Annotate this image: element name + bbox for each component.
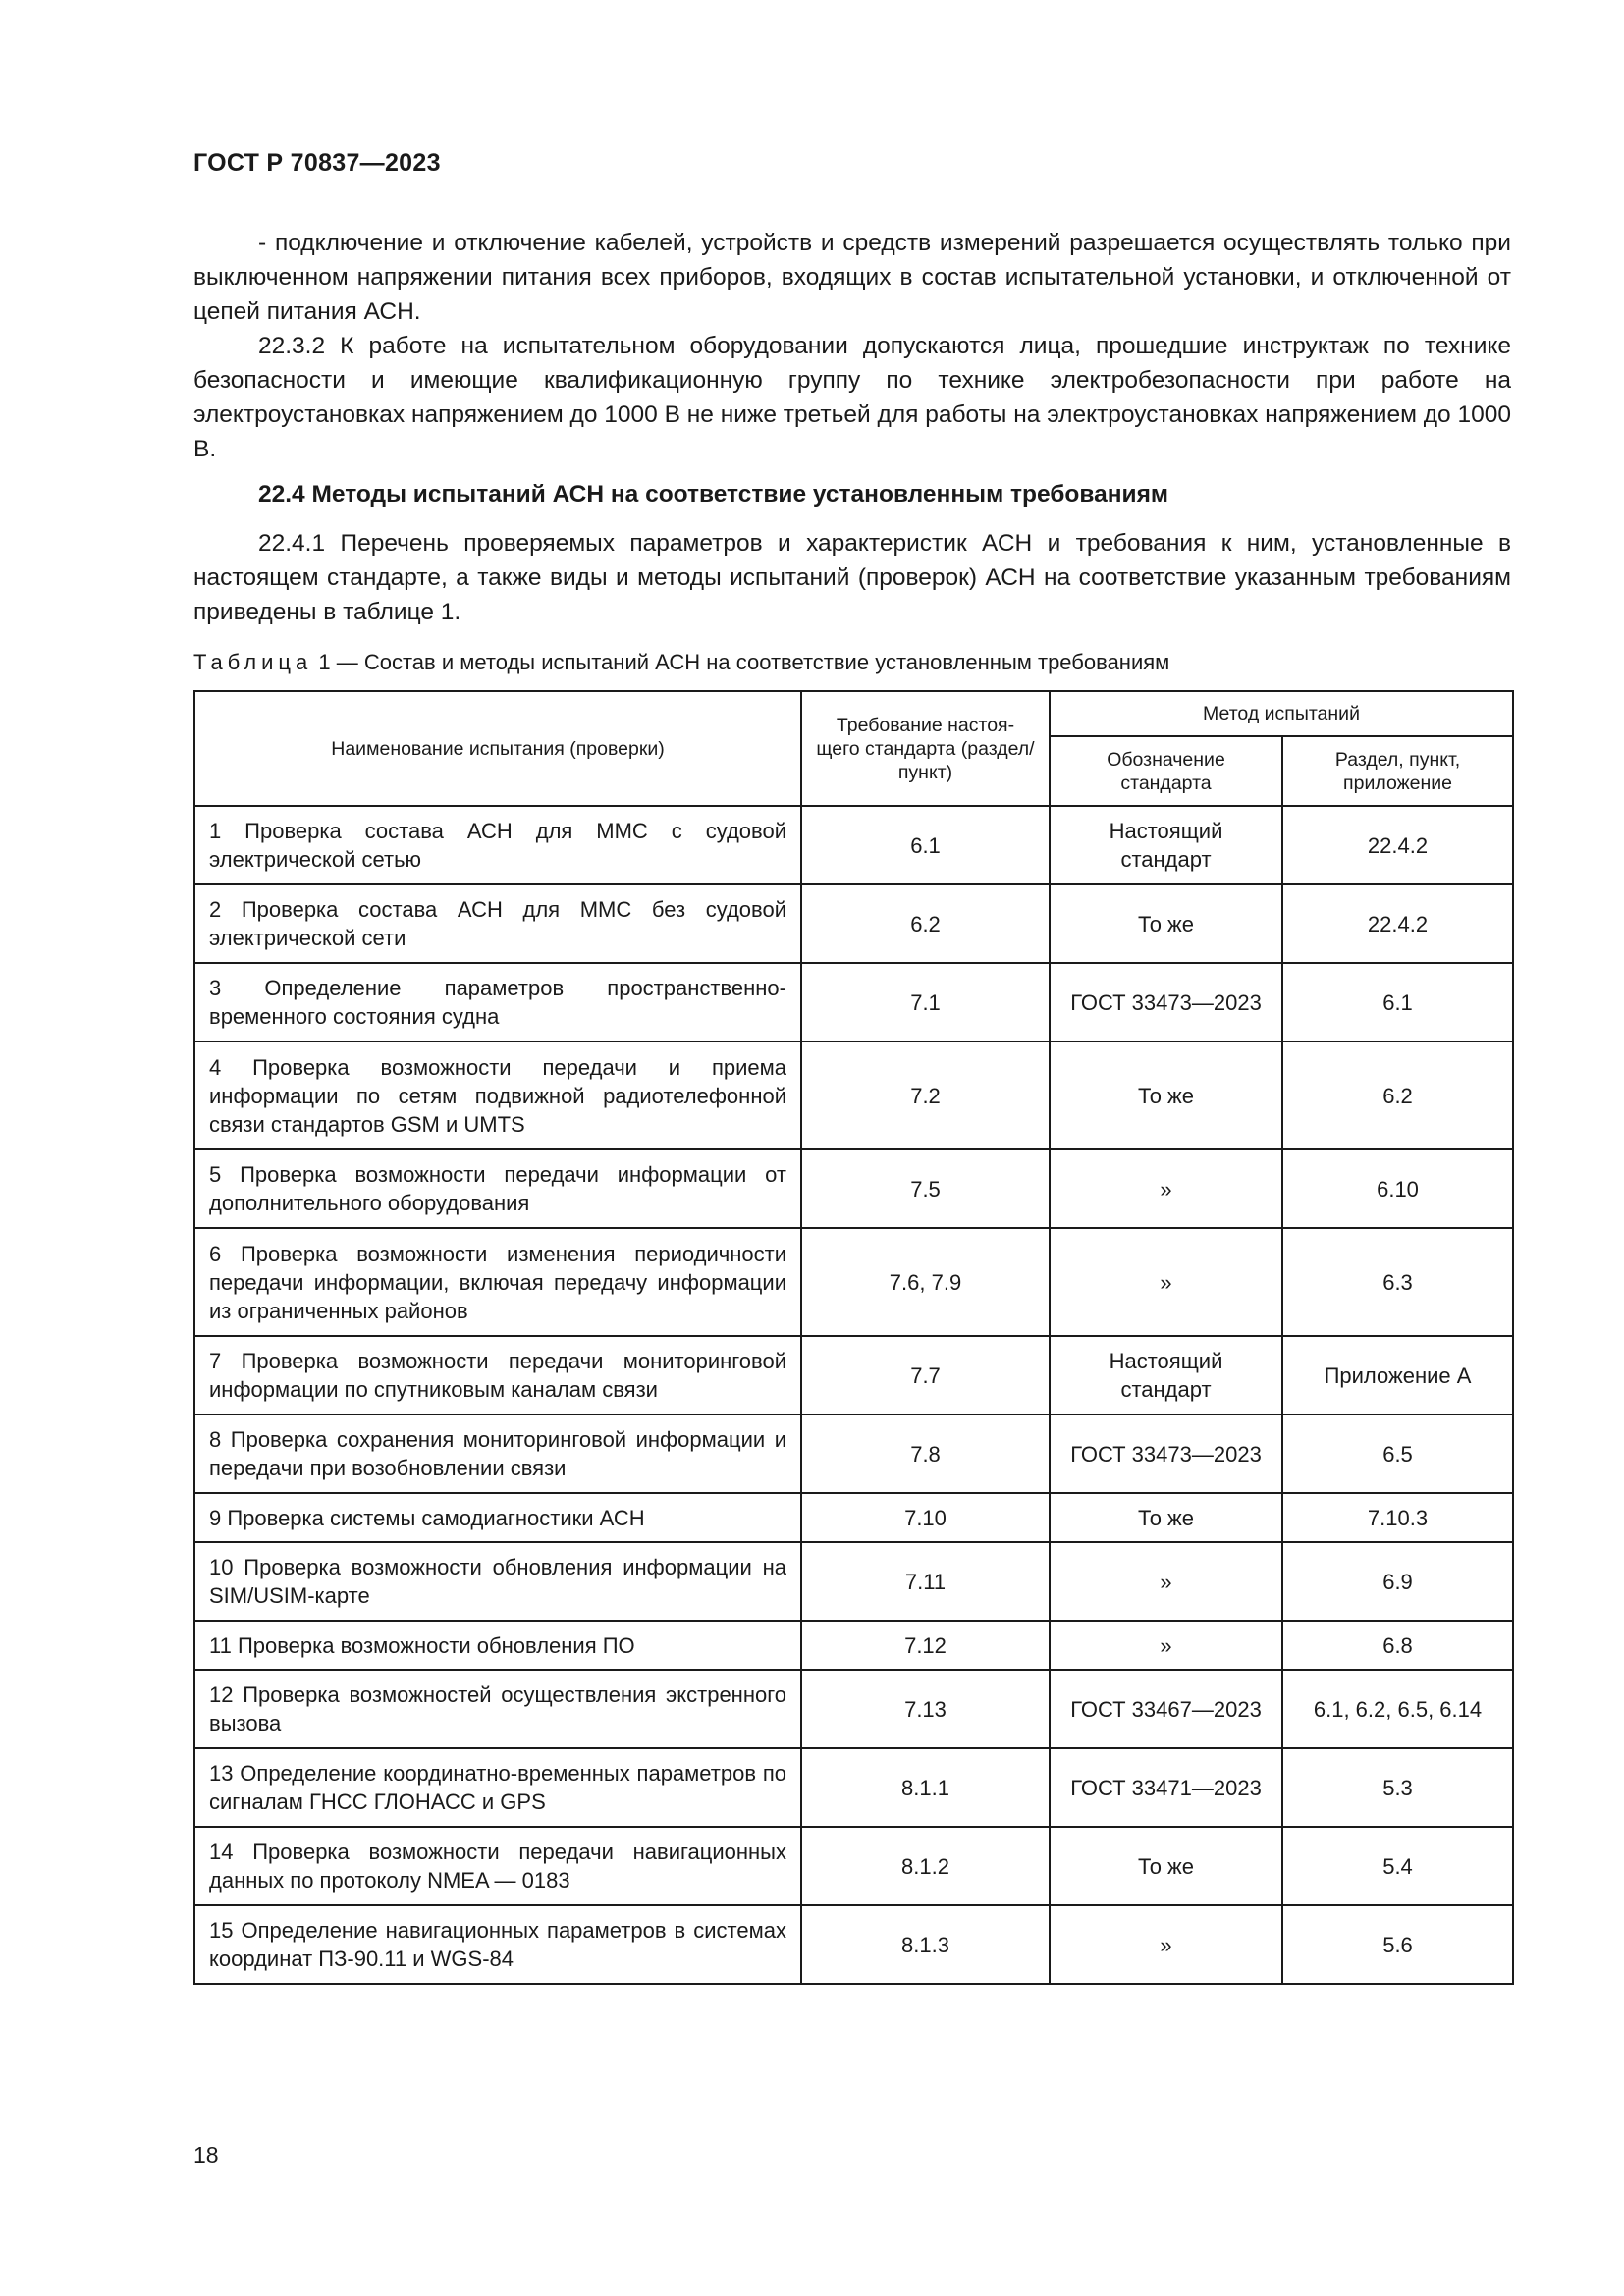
cell-requirement: 7.7 [801, 1336, 1050, 1415]
cell-section: 5.4 [1282, 1827, 1513, 1905]
cell-standard: Настоящий стандарт [1050, 1336, 1282, 1415]
cell-section: 5.3 [1282, 1748, 1513, 1827]
table-row [194, 1493, 1513, 1542]
cell-name: 3 Определение параметров пространственно-временного состояния судна [194, 963, 801, 1041]
table-row [194, 1041, 1513, 1149]
cell-requirement: 7.12 [801, 1621, 1050, 1670]
cell-name: 10 Проверка возможности обновления информации на SIM/USIM-карте [194, 1542, 801, 1621]
cell-requirement: 7.8 [801, 1415, 1050, 1493]
table-caption-text: 1 — Состав и методы испытаний АСН на соответствие установленным требованиям [318, 650, 1170, 674]
table-row [194, 963, 1513, 1041]
cell-section: 6.1 [1282, 963, 1513, 1041]
cell-standard: » [1050, 1149, 1282, 1228]
cell-requirement: 8.1.3 [801, 1905, 1050, 1984]
cell-section: 5.6 [1282, 1905, 1513, 1984]
cell-standard: То же [1050, 1041, 1282, 1149]
table-row [194, 1670, 1513, 1748]
cell-section: 6.8 [1282, 1621, 1513, 1670]
header-section: Раздел, пункт, приложение [1282, 736, 1513, 806]
table-row [194, 1905, 1513, 1984]
cell-requirement: 8.1.2 [801, 1827, 1050, 1905]
cell-name: 15 Определение навигационных параметров в системах координат ПЗ-90.11 и WGS-84 [194, 1905, 801, 1984]
cell-name: 9 Проверка системы самодиагностики АСН [194, 1493, 801, 1542]
cell-name: 13 Определение координатно-временных параметров по сигналам ГНСС ГЛОНАСС и GPS [194, 1748, 801, 1827]
page-number: 18 [193, 2142, 219, 2167]
paragraph: 22.4.1 Перечень проверяемых параметров и характеристик АСН и требования к ним, установленные в настоящем стандарте, а также виды и методы испытаний (проверок) АСН на соответствие указанным требованиям приведены в таблице 1. [193, 530, 1511, 625]
cell-standard: ГОСТ 33467—2023 [1050, 1670, 1282, 1748]
table-row [194, 1621, 1513, 1670]
cell-requirement: 8.1.1 [801, 1748, 1050, 1827]
cell-standard: То же [1050, 884, 1282, 963]
cell-standard: То же [1050, 1493, 1282, 1542]
cell-section: 6.2 [1282, 1041, 1513, 1149]
cell-section: 7.10.3 [1282, 1493, 1513, 1542]
table-row [194, 884, 1513, 963]
cell-standard: » [1050, 1621, 1282, 1670]
cell-standard: » [1050, 1542, 1282, 1621]
body-text [193, 226, 1511, 466]
cell-standard: » [1050, 1228, 1282, 1336]
paragraph: - подключение и отключение кабелей, устройств и средств измерений разрешается осуществлять только при выключенном напряжении питания всех приборов, входящих в состав испытательной установки, и отключенной от цепей питания АСН. [193, 230, 1511, 325]
cell-name: 4 Проверка возможности передачи и приема информации по сетям подвижной радиотелефонной связи стандартов GSM и UMTS [194, 1041, 801, 1149]
section-body [193, 526, 1511, 629]
cell-name: 12 Проверка возможностей осуществления экстренного вызова [194, 1670, 801, 1748]
cell-standard: То же [1050, 1827, 1282, 1905]
cell-requirement: 6.1 [801, 806, 1050, 884]
cell-requirement: 6.2 [801, 884, 1050, 963]
header-name: Наименование испытания (проверки) [194, 691, 801, 806]
cell-name: 2 Проверка состава АСН для ММС без судовой электрической сети [194, 884, 801, 963]
cell-requirement: 7.13 [801, 1670, 1050, 1748]
cell-name: 1 Проверка состава АСН для ММС с судовой электрической сетью [194, 806, 801, 884]
header-requirement: Требование настоя-щего стандарта (раздел/пункт) [801, 691, 1050, 806]
table-row [194, 1827, 1513, 1905]
cell-name: 8 Проверка сохранения мониторинговой информации и передачи при возобновлении связи [194, 1415, 801, 1493]
cell-section: Приложение А [1282, 1336, 1513, 1415]
cell-section: 22.4.2 [1282, 806, 1513, 884]
table-caption-label: Таблица [193, 650, 313, 674]
cell-section: 6.1, 6.2, 6.5, 6.14 [1282, 1670, 1513, 1748]
cell-name: 14 Проверка возможности передачи навигационных данных по протоколу NMEA — 0183 [194, 1827, 801, 1905]
cell-section: 6.9 [1282, 1542, 1513, 1621]
paragraph: 22.3.2 К работе на испытательном оборудовании допускаются лица, прошедшие инструктаж по технике безопасности и имеющие квалификационную группу по технике электробезопасности при работе на электроустановках напряжением до 1000 В не ниже третьей для работы на электроустановках напряжением до 1000 В. [193, 333, 1511, 462]
cell-requirement: 7.5 [801, 1149, 1050, 1228]
table-row [194, 1542, 1513, 1621]
cell-requirement: 7.2 [801, 1041, 1050, 1149]
section-heading: 22.4 Методы испытаний АСН на соответствие установленным требованиям [258, 481, 1169, 507]
cell-standard: ГОСТ 33473—2023 [1050, 963, 1282, 1041]
tests-table [193, 690, 1514, 1985]
cell-section: 6.3 [1282, 1228, 1513, 1336]
cell-section: 22.4.2 [1282, 884, 1513, 963]
cell-requirement: 7.1 [801, 963, 1050, 1041]
cell-standard: ГОСТ 33471—2023 [1050, 1748, 1282, 1827]
cell-standard: » [1050, 1905, 1282, 1984]
cell-section: 6.10 [1282, 1149, 1513, 1228]
cell-standard: ГОСТ 33473—2023 [1050, 1415, 1282, 1493]
cell-requirement: 7.11 [801, 1542, 1050, 1621]
table-row [194, 1748, 1513, 1827]
cell-name: 5 Проверка возможности передачи информации от дополнительного оборудования [194, 1149, 801, 1228]
header-method: Метод испытаний [1050, 691, 1513, 736]
table-row [194, 1415, 1513, 1493]
table-row [194, 806, 1513, 884]
cell-requirement: 7.6, 7.9 [801, 1228, 1050, 1336]
cell-name: 11 Проверка возможности обновления ПО [194, 1621, 801, 1670]
cell-standard: Настоящий стандарт [1050, 806, 1282, 884]
cell-name: 6 Проверка возможности изменения периодичности передачи информации, включая передачу информации из ограниченных районов [194, 1228, 801, 1336]
cell-name: 7 Проверка возможности передачи мониторинговой информации по спутниковым каналам связи [194, 1336, 801, 1415]
table-row [194, 1336, 1513, 1415]
table-row [194, 1228, 1513, 1336]
cell-requirement: 7.10 [801, 1493, 1050, 1542]
table-caption [193, 650, 1169, 675]
header-designation: Обозначение стандарта [1050, 736, 1282, 806]
cell-section: 6.5 [1282, 1415, 1513, 1493]
table-row [194, 1149, 1513, 1228]
document-header: ГОСТ Р 70837—2023 [193, 149, 441, 177]
